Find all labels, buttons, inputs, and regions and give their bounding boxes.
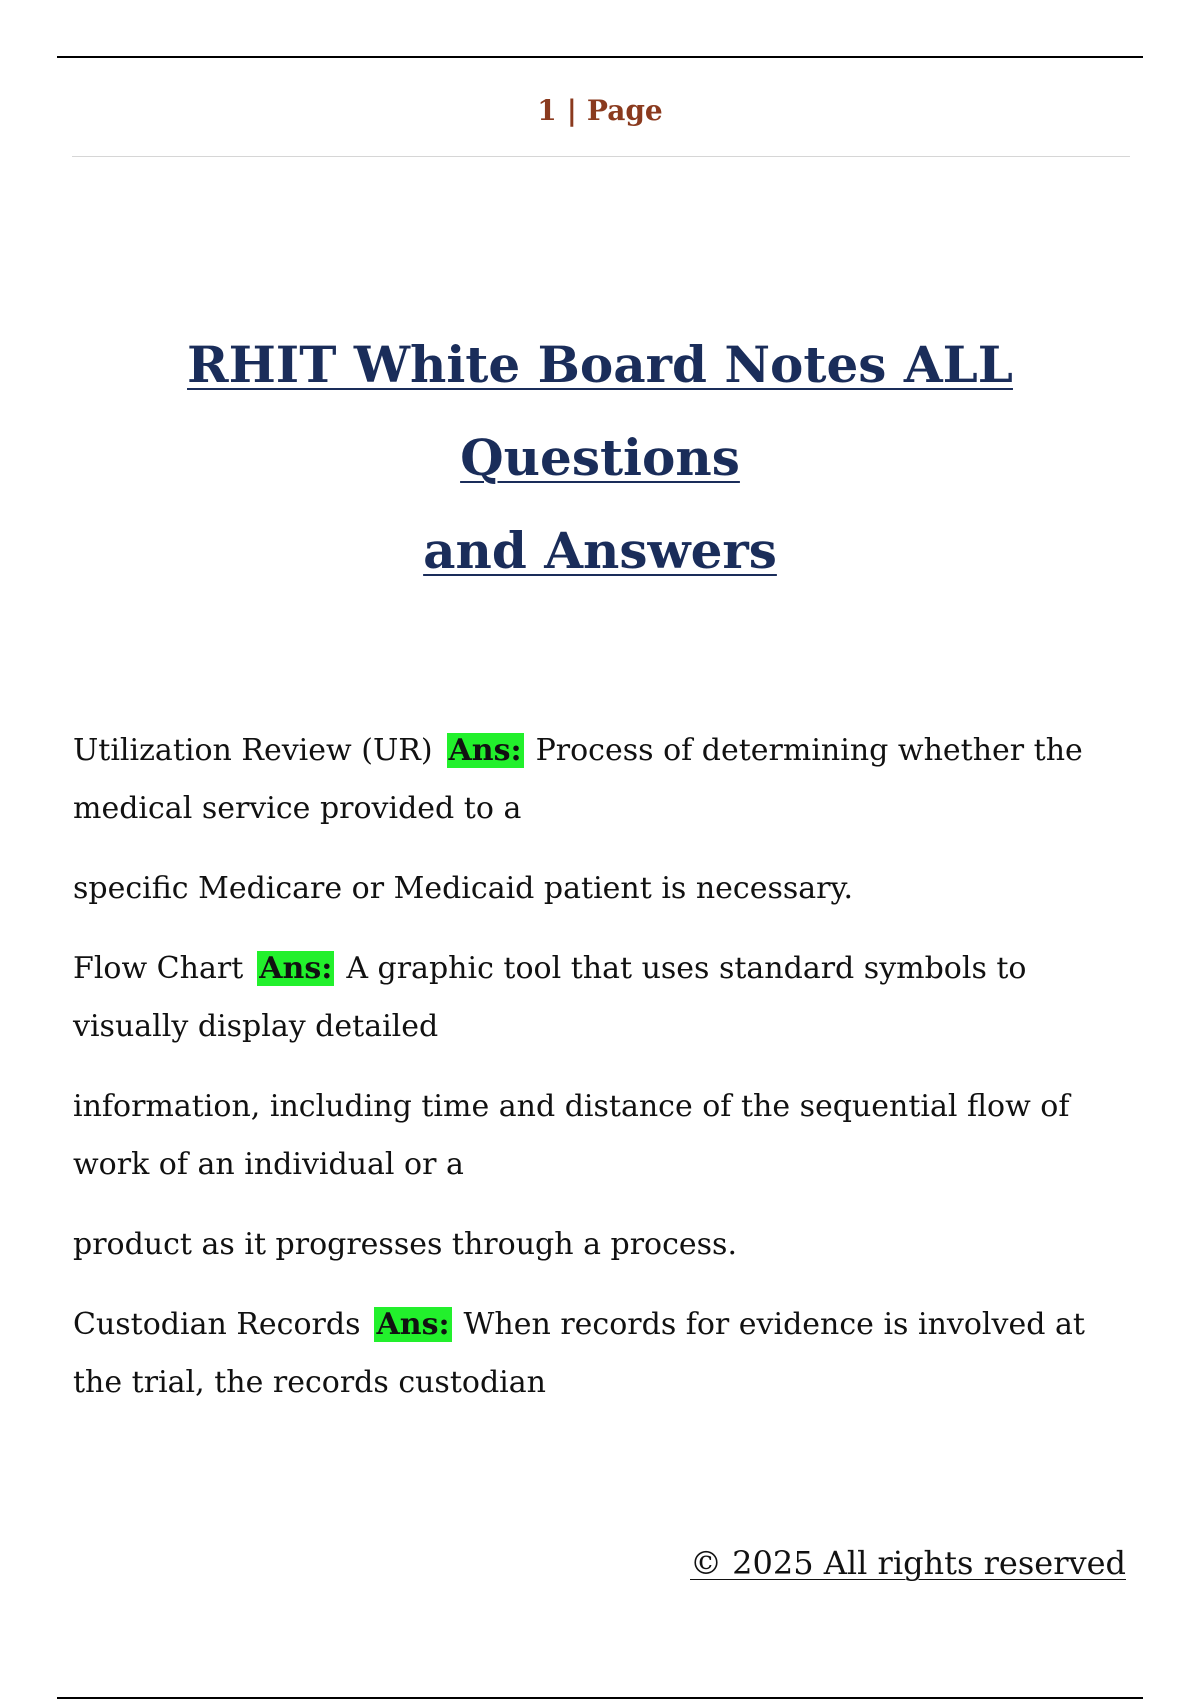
top-border-rule (57, 56, 1143, 58)
answer-marker: Ans: (376, 1307, 450, 1342)
title-line-1: RHIT White Board Notes ALL Questions (187, 335, 1013, 487)
qa-entry-custodian-records (73, 1296, 1133, 1412)
qa-term: Flow Chart (73, 951, 244, 986)
qa-answer-text: information, including time and distance of the sequential flow of work of an individual or a (73, 1089, 1070, 1182)
qa-answer-text: specific Medicare or Medicaid patient is necessary. (73, 871, 853, 906)
answer-marker: Ans: (448, 733, 522, 768)
qa-term: Custodian Records (73, 1307, 361, 1342)
qa-entry-flow-chart (73, 940, 1133, 1056)
page-separator: | (566, 94, 577, 127)
qa-answer-continuation (73, 1216, 1133, 1274)
copyright-footer: © 2025 All rights reserved (690, 1544, 1126, 1582)
qa-answer-continuation (73, 860, 1133, 918)
answer-marker: Ans: (259, 951, 333, 986)
title-line-2: and Answers (423, 521, 777, 580)
qa-answer-continuation (73, 1078, 1133, 1194)
page-header (0, 94, 1200, 127)
page-label: Page (586, 94, 663, 127)
qa-entry-utilization-review (73, 722, 1133, 838)
qa-answer-text: When records for evidence is involved at the trial, the records custodian (73, 1307, 1085, 1400)
qa-content (73, 722, 1133, 1412)
qa-term: Utilization Review (UR) (73, 733, 433, 768)
bottom-border-rule (57, 1697, 1143, 1699)
qa-answer-text: A graphic tool that uses standard symbols to visually display detailed (73, 951, 1027, 1044)
qa-answer-text: Process of determining whether the medical service provided to a (73, 733, 1083, 826)
qa-answer-text: product as it progresses through a process. (73, 1227, 737, 1262)
page-number: 1 (537, 94, 557, 127)
document-title (60, 318, 1140, 597)
header-divider (72, 156, 1130, 157)
